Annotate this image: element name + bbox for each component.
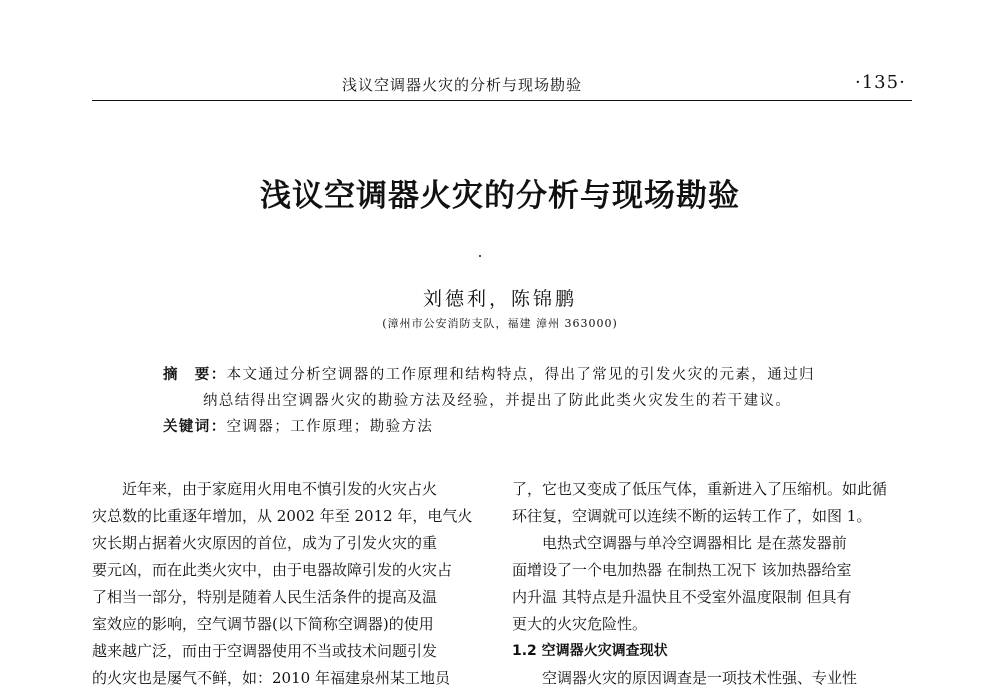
text-line: 室效应的影响，空气调节器(以下简称空调器)的使用 [92, 615, 434, 633]
keywords-text: 空调器；工作原理；勘验方法 [226, 419, 434, 435]
text-line: 的火灾也是屡气不鲜，如：2010 年福建泉州某工地员 [92, 669, 450, 687]
text-line: 灾长期占据着火灾原因的首位，成为了引发火灾的重 [92, 534, 438, 552]
right-paragraph [512, 476, 914, 692]
authors: 刘德利，陈锦鹏 [422, 288, 577, 310]
abstract-text-1: 本文通过分析空调器的工作原理和结构特点，得出了常见的引发火灾的元素，通过归 [226, 367, 815, 383]
text-line: 内升温 其特点是升温快且不受室外温度限制 但具有 [512, 588, 852, 606]
body-right-column [512, 476, 914, 692]
decorative-dot [479, 255, 481, 257]
text-line: 要元凶，而在此类火灾中，由于电器故障引发的火灾占 [92, 561, 453, 579]
text-line: 了相当一部分，特别是随着人民生活条件的提高及温 [92, 588, 438, 606]
keywords-label: 关键词： [163, 419, 227, 435]
text-line: 更大的火灾危险性。 [512, 615, 648, 633]
text-line: 环往复，空调就可以连续不断的运转工作了，如图 1。 [512, 507, 872, 525]
page-number: ·135· [855, 72, 906, 93]
left-paragraph [92, 476, 492, 692]
running-header [0, 60, 1000, 100]
running-title: 浅议空调器火灾的分析与现场勘验 [342, 76, 583, 94]
article-title: 浅议空调器火灾的分析与现场勘验 [260, 178, 740, 214]
keywords [163, 414, 843, 440]
abstract-text-2: 纳总结得出空调器火灾的勘验方法及经验，并提出了防此此类火灾发生的若干建议。 [203, 393, 792, 409]
text-line: 越来越广泛，而由于空调器使用不当或技术问题引发 [92, 642, 438, 660]
text-line: 面增设了一个电加热器 在制热工况下 该加热器给室 [512, 561, 852, 579]
text-line: 近年来，由于家庭用火用电不慎引发的火灾占火 [92, 480, 438, 498]
text-line: 了，它也又变成了低压气体，重新进入了压缩机。如此循 [512, 480, 888, 498]
abstract-label: 摘 要： [163, 367, 227, 383]
body-left-column [92, 476, 492, 692]
text-line: 空调器火灾的原因调查是一项技术性强、专业性 [512, 669, 858, 687]
abstract [163, 362, 843, 414]
text-line: 电热式空调器与单冷空调器相比 是在蒸发器前 [512, 534, 847, 552]
header-rule [92, 100, 912, 101]
abstract-line-1 [163, 362, 843, 388]
text-line: 灾总数的比重逐年增加，从 2002 年至 2012 年，电气火 [92, 507, 473, 525]
section-heading: 1.2 空调器火灾调查现状 [512, 643, 668, 659]
affiliation: (漳州市公安消防支队，福建 漳州 363000) [382, 317, 618, 330]
